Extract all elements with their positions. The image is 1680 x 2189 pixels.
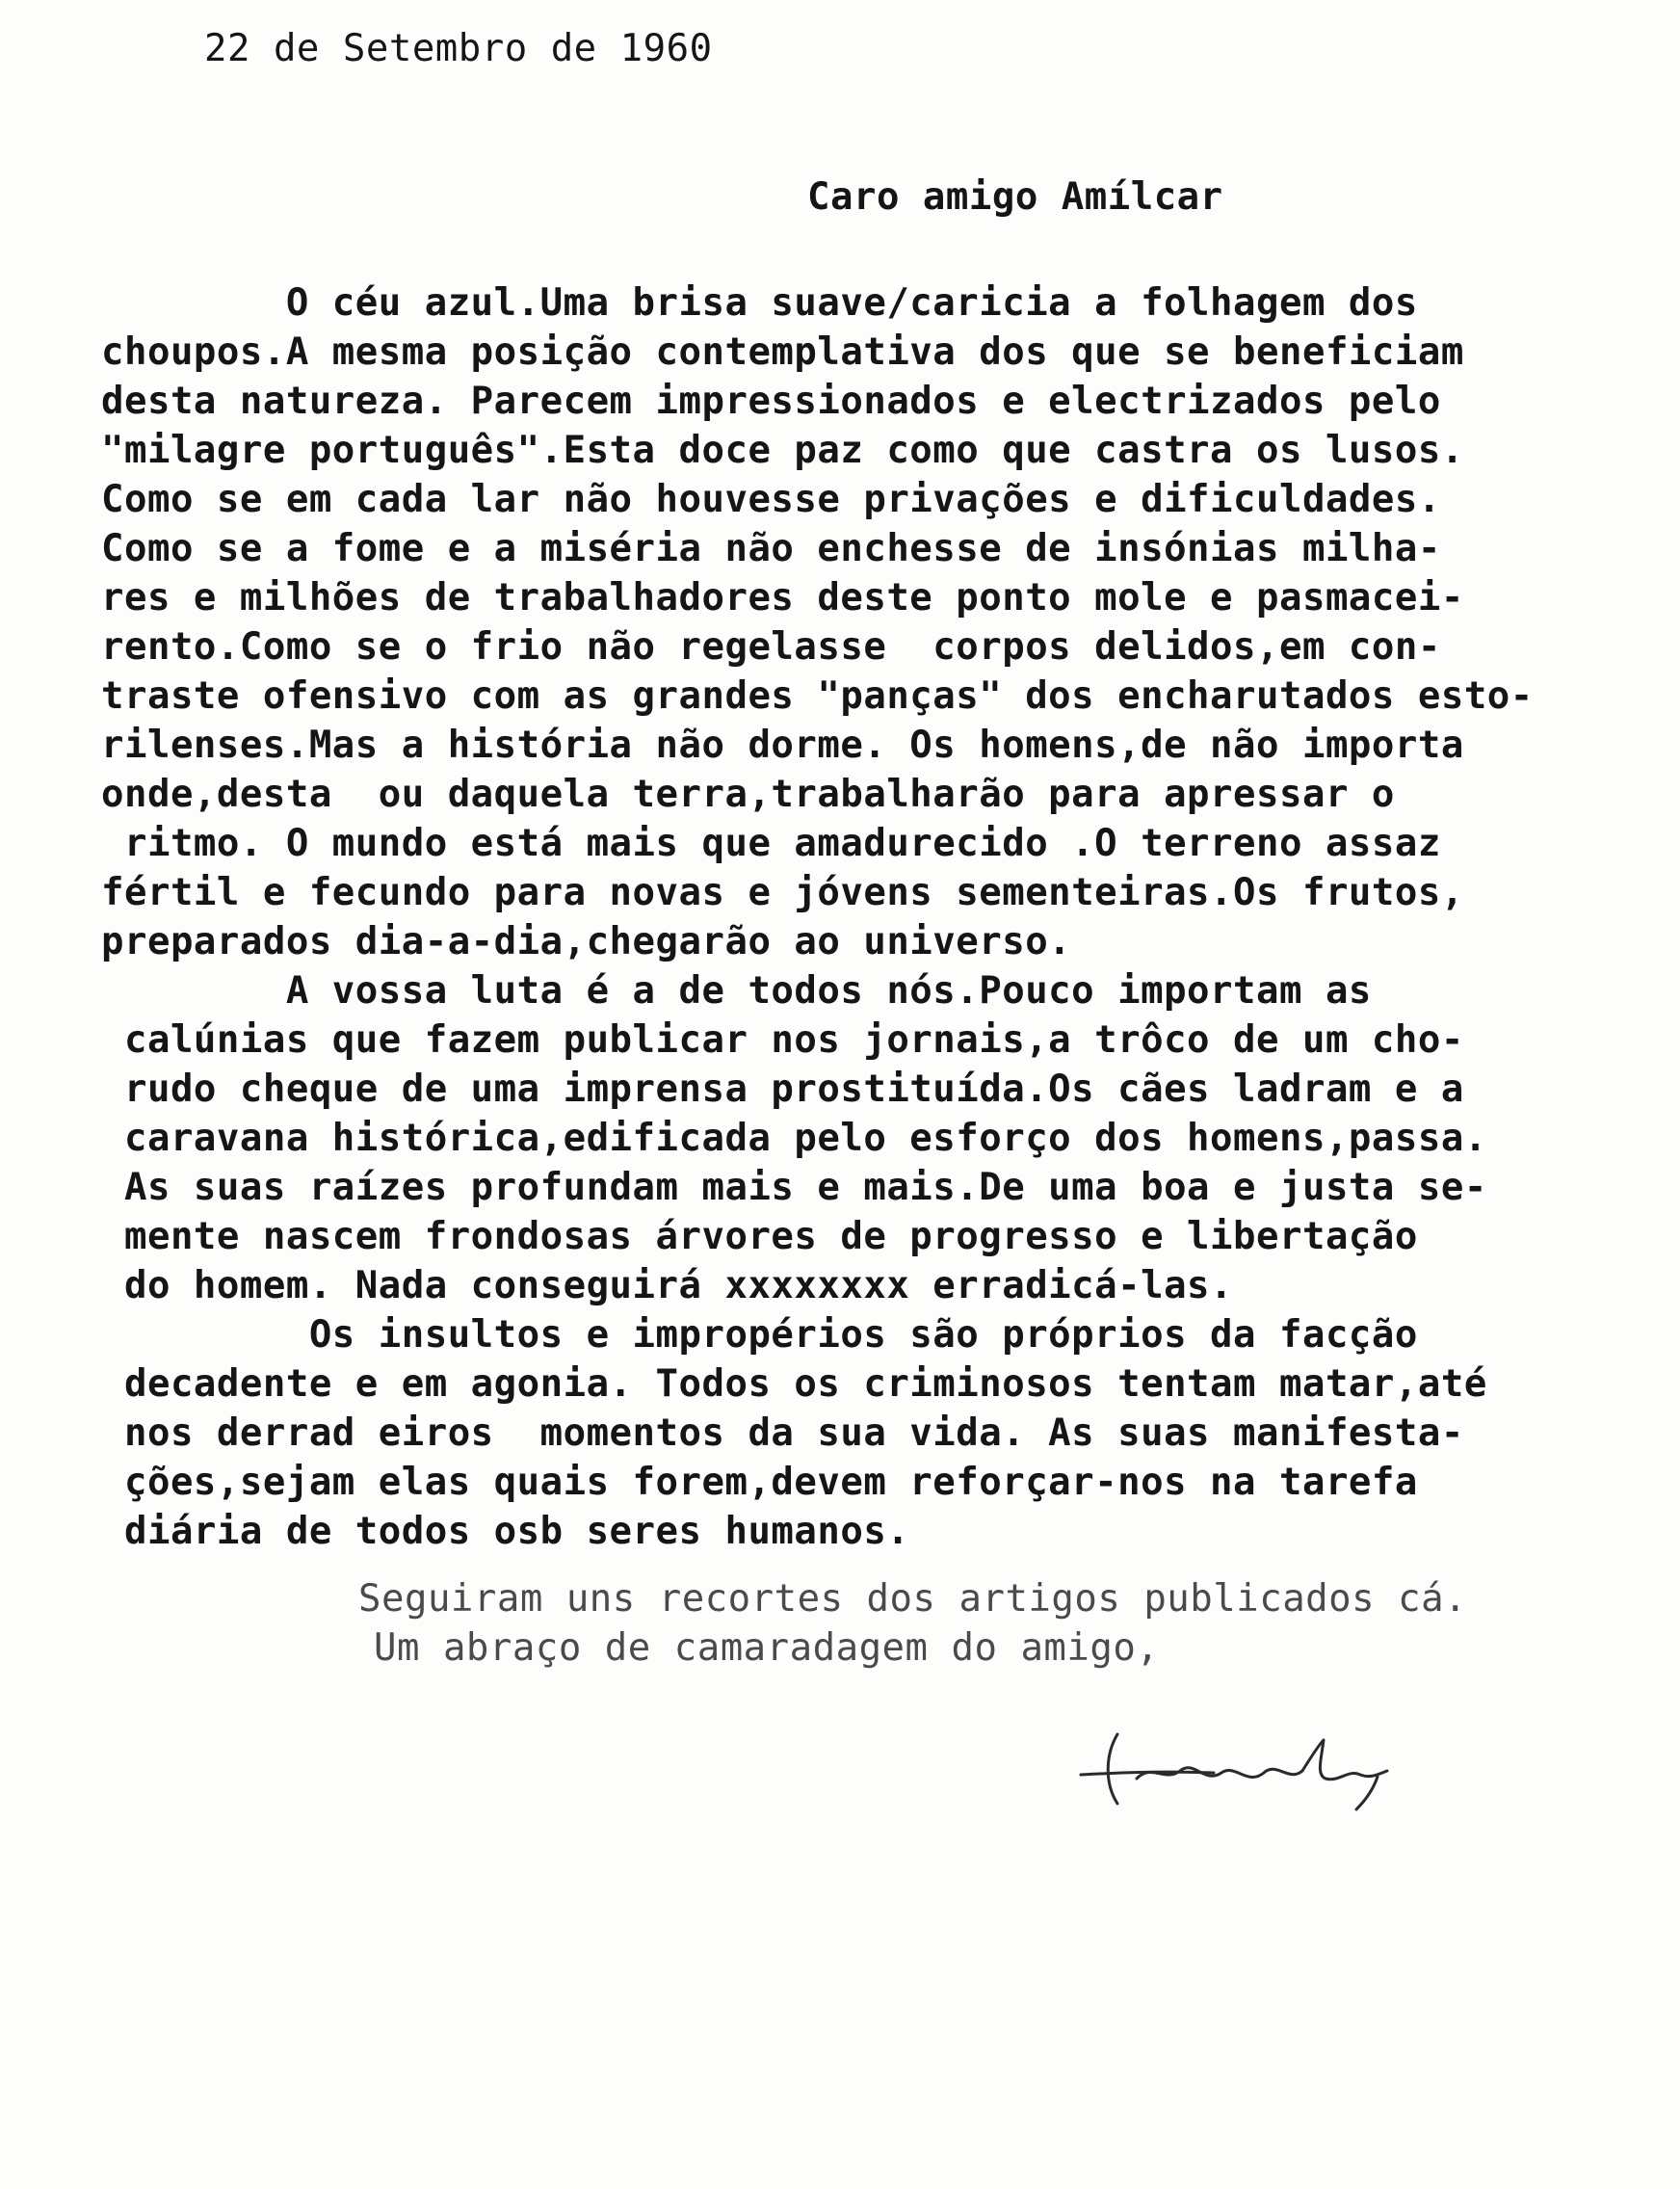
- body-line: mente nascem frondosas árvores de progresso e libertação: [101, 1215, 1418, 1258]
- body-line: caravana histórica,edificada pelo esforço dos homens,passa.: [101, 1117, 1487, 1160]
- body-line: As suas raízes profundam mais e mais.De uma boa e justa se-: [101, 1166, 1487, 1209]
- body-line: ções,sejam elas quais forem,devem reforçar-nos na tarefa: [101, 1461, 1418, 1504]
- body-line: preparados dia-a-dia,chegarão ao universo.: [101, 920, 1072, 963]
- body-line: diária de todos osb seres humanos.: [101, 1510, 910, 1553]
- body-line: desta natureza. Parecem impressionados e electrizados pelo: [101, 380, 1441, 423]
- letter-salutation: Caro amigo Amílcar: [807, 175, 1223, 219]
- body-line: rudo cheque de uma imprensa prostituída.Os cães ladram e a: [101, 1068, 1464, 1111]
- body-line: fértil e fecundo para novas e jóvens sementeiras.Os frutos,: [101, 871, 1464, 914]
- handwritten-signature: [1060, 1715, 1406, 1821]
- body-line: rento.Como se o frio não regelasse corpos delidos,em con-: [101, 625, 1441, 669]
- body-line: Como se em cada lar não houvesse privações e dificuldades.: [101, 478, 1441, 521]
- body-line: choupos.A mesma posição contemplativa dos que se beneficiam: [101, 330, 1464, 374]
- body-line: Os insultos e impropérios são próprios da facção: [101, 1313, 1418, 1357]
- closing-line-embrace: Um abraço de camaradagem do amigo,: [374, 1626, 1160, 1670]
- body-line: res e milhões de trabalhadores deste ponto mole e pasmacei-: [101, 576, 1464, 620]
- letter-date: 22 de Setembro de 1960: [204, 27, 713, 70]
- body-line: onde,desta ou daquela terra,trabalharão para apressar o: [101, 773, 1395, 816]
- body-line: nos derrad eiros momentos da sua vida. As suas manifesta-: [101, 1411, 1464, 1455]
- body-line: calúnias que fazem publicar nos jornais,a trôco de um cho-: [101, 1018, 1464, 1062]
- body-line: O céu azul.Uma brisa suave/caricia a folhagem dos: [101, 281, 1418, 325]
- body-line: A vossa luta é a de todos nós.Pouco importam as: [101, 969, 1372, 1013]
- body-line: do homem. Nada conseguirá xxxxxxxx erradicá-las.: [101, 1264, 1234, 1307]
- body-line: traste ofensivo com as grandes "panças" dos encharutados esto-: [101, 674, 1534, 718]
- closing-line-clippings: Seguiram uns recortes dos artigos publicados cá.: [358, 1577, 1468, 1621]
- body-line: rilenses.Mas a história não dorme. Os homens,de não importa: [101, 724, 1464, 767]
- body-line: decadente e em agonia. Todos os criminosos tentam matar,até: [101, 1362, 1487, 1406]
- body-line: "milagre português".Esta doce paz como que castra os lusos.: [101, 429, 1464, 472]
- body-line: Como se a fome e a miséria não enchesse de insónias milha-: [101, 527, 1441, 570]
- body-line: ritmo. O mundo está mais que amadurecido .O terreno assaz: [101, 822, 1441, 865]
